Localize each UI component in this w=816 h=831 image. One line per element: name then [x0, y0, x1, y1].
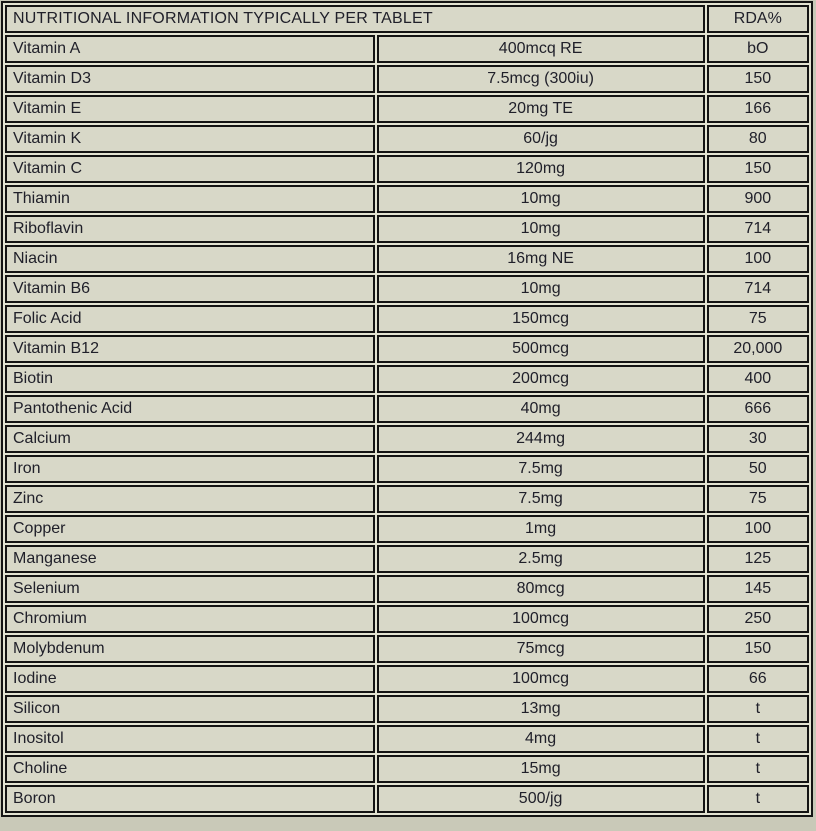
- nutrient-amount: 60/jg: [377, 125, 705, 153]
- nutrient-name: Silicon: [5, 695, 375, 723]
- nutrient-name: Zinc: [5, 485, 375, 513]
- table-row: [5, 755, 809, 783]
- table-row: [5, 545, 809, 573]
- table-row: [5, 575, 809, 603]
- nutrient-name: Vitamin K: [5, 125, 375, 153]
- nutrient-amount: 500/jg: [377, 785, 705, 813]
- table-row: [5, 65, 809, 93]
- nutrient-amount: 40mg: [377, 395, 705, 423]
- table-row: [5, 125, 809, 153]
- nutrient-amount: 100mcg: [377, 665, 705, 693]
- table-row: [5, 605, 809, 633]
- table-row: [5, 455, 809, 483]
- nutrient-amount: 2.5mg: [377, 545, 705, 573]
- nutrient-amount: 10mg: [377, 215, 705, 243]
- nutrient-rda: 150: [707, 65, 809, 93]
- table-body: [5, 35, 809, 813]
- nutrient-rda: 20,000: [707, 335, 809, 363]
- table-row: [5, 35, 809, 63]
- nutrient-name: Biotin: [5, 365, 375, 393]
- nutrient-name: Iodine: [5, 665, 375, 693]
- nutrient-amount: 244mg: [377, 425, 705, 453]
- nutrient-rda: 145: [707, 575, 809, 603]
- table-row: [5, 515, 809, 543]
- table-row: [5, 245, 809, 273]
- nutrient-amount: 120mg: [377, 155, 705, 183]
- table-row: [5, 275, 809, 303]
- table-row: [5, 485, 809, 513]
- nutrient-name: Folic Acid: [5, 305, 375, 333]
- nutrient-name: Copper: [5, 515, 375, 543]
- nutrition-table: [1, 1, 813, 817]
- nutrient-name: Niacin: [5, 245, 375, 273]
- table-row: [5, 395, 809, 423]
- table-row: [5, 635, 809, 663]
- nutrient-rda: 75: [707, 305, 809, 333]
- nutrient-amount: 150mcg: [377, 305, 705, 333]
- nutrient-rda: 900: [707, 185, 809, 213]
- nutrient-amount: 4mg: [377, 725, 705, 753]
- nutrient-name: Manganese: [5, 545, 375, 573]
- nutrient-name: Vitamin A: [5, 35, 375, 63]
- nutrient-rda: bO: [707, 35, 809, 63]
- nutrient-name: Boron: [5, 785, 375, 813]
- nutrient-rda: 75: [707, 485, 809, 513]
- nutrient-amount: 10mg: [377, 275, 705, 303]
- nutrient-rda: t: [707, 785, 809, 813]
- table-row: [5, 695, 809, 723]
- table-row: [5, 95, 809, 123]
- nutrient-rda: t: [707, 695, 809, 723]
- table-row: [5, 305, 809, 333]
- nutrient-name: Vitamin B12: [5, 335, 375, 363]
- nutrient-rda: 66: [707, 665, 809, 693]
- nutrient-name: Vitamin E: [5, 95, 375, 123]
- nutrient-amount: 7.5mg: [377, 455, 705, 483]
- nutrient-amount: 16mg NE: [377, 245, 705, 273]
- nutrient-amount: 400mcq RE: [377, 35, 705, 63]
- nutrient-rda: t: [707, 755, 809, 783]
- table-row: [5, 155, 809, 183]
- table-row: [5, 185, 809, 213]
- nutrient-amount: 1mg: [377, 515, 705, 543]
- nutrient-amount: 75mcg: [377, 635, 705, 663]
- nutrient-rda: 166: [707, 95, 809, 123]
- nutrient-name: Selenium: [5, 575, 375, 603]
- rda-column-header: RDA%: [707, 5, 809, 33]
- nutrient-rda: 150: [707, 635, 809, 663]
- nutrient-amount: 100mcg: [377, 605, 705, 633]
- nutrient-rda: 80: [707, 125, 809, 153]
- nutrient-amount: 15mg: [377, 755, 705, 783]
- nutrient-name: Thiamin: [5, 185, 375, 213]
- table-row: [5, 215, 809, 243]
- nutrient-name: Choline: [5, 755, 375, 783]
- nutrient-amount: 7.5mg: [377, 485, 705, 513]
- nutrient-amount: 80mcg: [377, 575, 705, 603]
- nutrient-name: Molybdenum: [5, 635, 375, 663]
- nutrient-rda: 400: [707, 365, 809, 393]
- nutrient-amount: 13mg: [377, 695, 705, 723]
- nutrient-name: Calcium: [5, 425, 375, 453]
- nutrient-amount: 10mg: [377, 185, 705, 213]
- nutrient-name: Pantothenic Acid: [5, 395, 375, 423]
- table-row: [5, 335, 809, 363]
- table-row: [5, 425, 809, 453]
- nutrient-amount: 200mcg: [377, 365, 705, 393]
- nutrient-rda: 666: [707, 395, 809, 423]
- nutrient-name: Chromium: [5, 605, 375, 633]
- nutrient-rda: 30: [707, 425, 809, 453]
- nutrient-rda: 50: [707, 455, 809, 483]
- nutrient-rda: t: [707, 725, 809, 753]
- table-row: [5, 785, 809, 813]
- nutrient-rda: 100: [707, 245, 809, 273]
- nutrient-amount: 500mcg: [377, 335, 705, 363]
- nutrient-rda: 714: [707, 215, 809, 243]
- nutrient-rda: 100: [707, 515, 809, 543]
- nutrient-name: Riboflavin: [5, 215, 375, 243]
- nutrient-amount: 7.5mcg (300iu): [377, 65, 705, 93]
- nutrient-rda: 150: [707, 155, 809, 183]
- table-row: [5, 725, 809, 753]
- nutrient-name: Inositol: [5, 725, 375, 753]
- nutrient-rda: 714: [707, 275, 809, 303]
- nutrient-amount: 20mg TE: [377, 95, 705, 123]
- nutrient-name: Vitamin B6: [5, 275, 375, 303]
- nutrient-name: Iron: [5, 455, 375, 483]
- nutrient-rda: 250: [707, 605, 809, 633]
- table-title: NUTRITIONAL INFORMATION TYPICALLY PER TABLET: [5, 5, 705, 33]
- nutrient-name: Vitamin C: [5, 155, 375, 183]
- header-row: [5, 5, 809, 33]
- table-row: [5, 665, 809, 693]
- nutrient-name: Vitamin D3: [5, 65, 375, 93]
- table-row: [5, 365, 809, 393]
- nutrient-rda: 125: [707, 545, 809, 573]
